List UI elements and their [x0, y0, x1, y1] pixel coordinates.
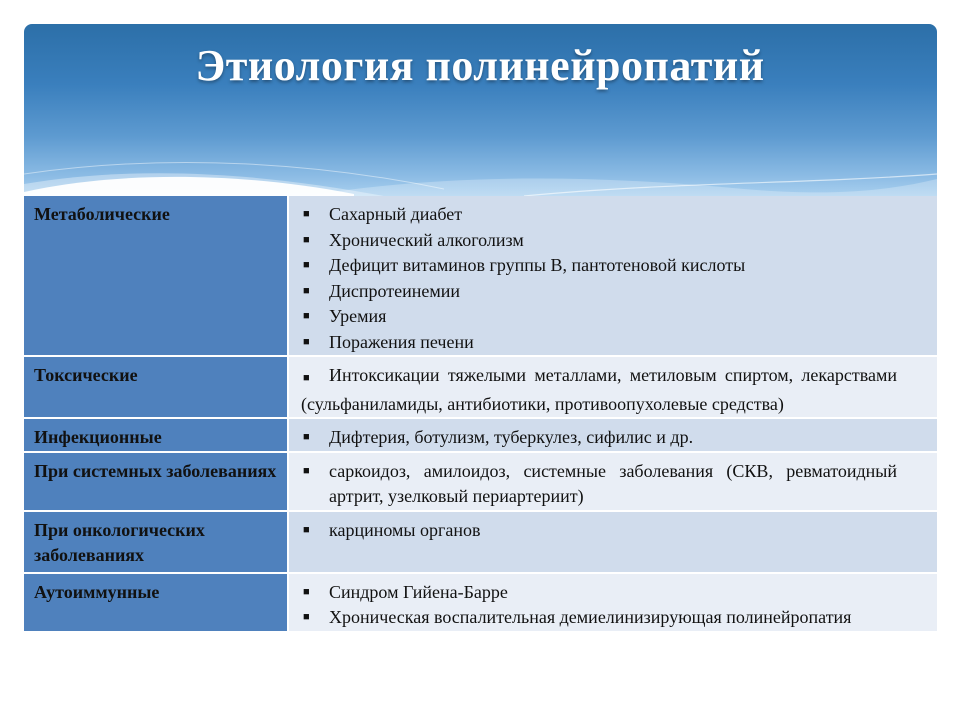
square-bullet-icon: ■ — [303, 372, 310, 384]
table-row-toxic — [24, 356, 937, 418]
row-category: При системных заболеваниях — [24, 452, 288, 511]
list-item: ■ Синдром Гийена-Барре — [301, 580, 897, 606]
list-item: ■ Хронический алкоголизм — [301, 228, 897, 254]
etiology-table — [24, 196, 937, 633]
row-items — [288, 573, 937, 632]
list-item: ■ Поражения печени — [301, 330, 897, 356]
row-category: Токсические — [24, 356, 288, 418]
square-bullet-icon: ■ — [303, 233, 310, 246]
list-item: ■ саркоидоз, амилоидоз, системные заболевания (СКВ, ревматоидный артрит, узелковый периартериит) — [303, 460, 897, 506]
square-bullet-icon: ■ — [303, 335, 310, 348]
table-row-oncologic — [24, 511, 937, 573]
row-category: При онкологических заболеваниях — [24, 511, 288, 573]
list-item: ■ Хроническая воспалительная демиелинизирующая полинейропатия — [301, 605, 897, 631]
table-row-autoimmune — [24, 573, 937, 632]
square-bullet-icon: ■ — [303, 585, 310, 598]
table-row-infectious — [24, 418, 937, 452]
square-bullet-icon: ■ — [303, 310, 310, 322]
table-row-metabolic — [24, 196, 937, 356]
row-items — [288, 356, 937, 418]
row-items — [288, 511, 937, 573]
page-title: Этиология полинейропатий — [195, 41, 765, 90]
square-bullet-icon: ■ — [303, 611, 310, 623]
list-item: ■ Дефицит витаминов группы В, пантотеновой кислоты — [301, 253, 897, 279]
square-bullet-icon: ■ — [303, 284, 310, 297]
row-category: Аутоиммунные — [24, 573, 288, 632]
row-items — [288, 452, 937, 511]
square-bullet-icon: ■ — [303, 464, 310, 477]
list-item: ■ Уремия — [301, 304, 897, 330]
list-item: ■ Сахарный диабет — [301, 202, 897, 228]
list-item: ■ Дифтерия, ботулизм, туберкулез, сифилис и др. — [301, 425, 897, 451]
row-items — [288, 196, 937, 356]
square-bullet-icon: ■ — [303, 208, 310, 220]
list-item: ■ Интоксикации тяжелыми металлами, метиловым спиртом, лекарствами (сульфаниламиды, антибиотики, противоопухолевые средства) — [301, 365, 897, 414]
list-item: ■ Диспротеинемии — [301, 279, 897, 305]
row-items — [288, 418, 937, 452]
row-category: Инфекционные — [24, 418, 288, 452]
square-bullet-icon: ■ — [303, 431, 310, 443]
table-row-systemic — [24, 452, 937, 511]
list-item: ■ карциномы органов — [301, 518, 897, 544]
square-bullet-icon: ■ — [303, 259, 310, 271]
row-category: Метаболические — [24, 196, 288, 356]
square-bullet-icon: ■ — [303, 523, 310, 536]
